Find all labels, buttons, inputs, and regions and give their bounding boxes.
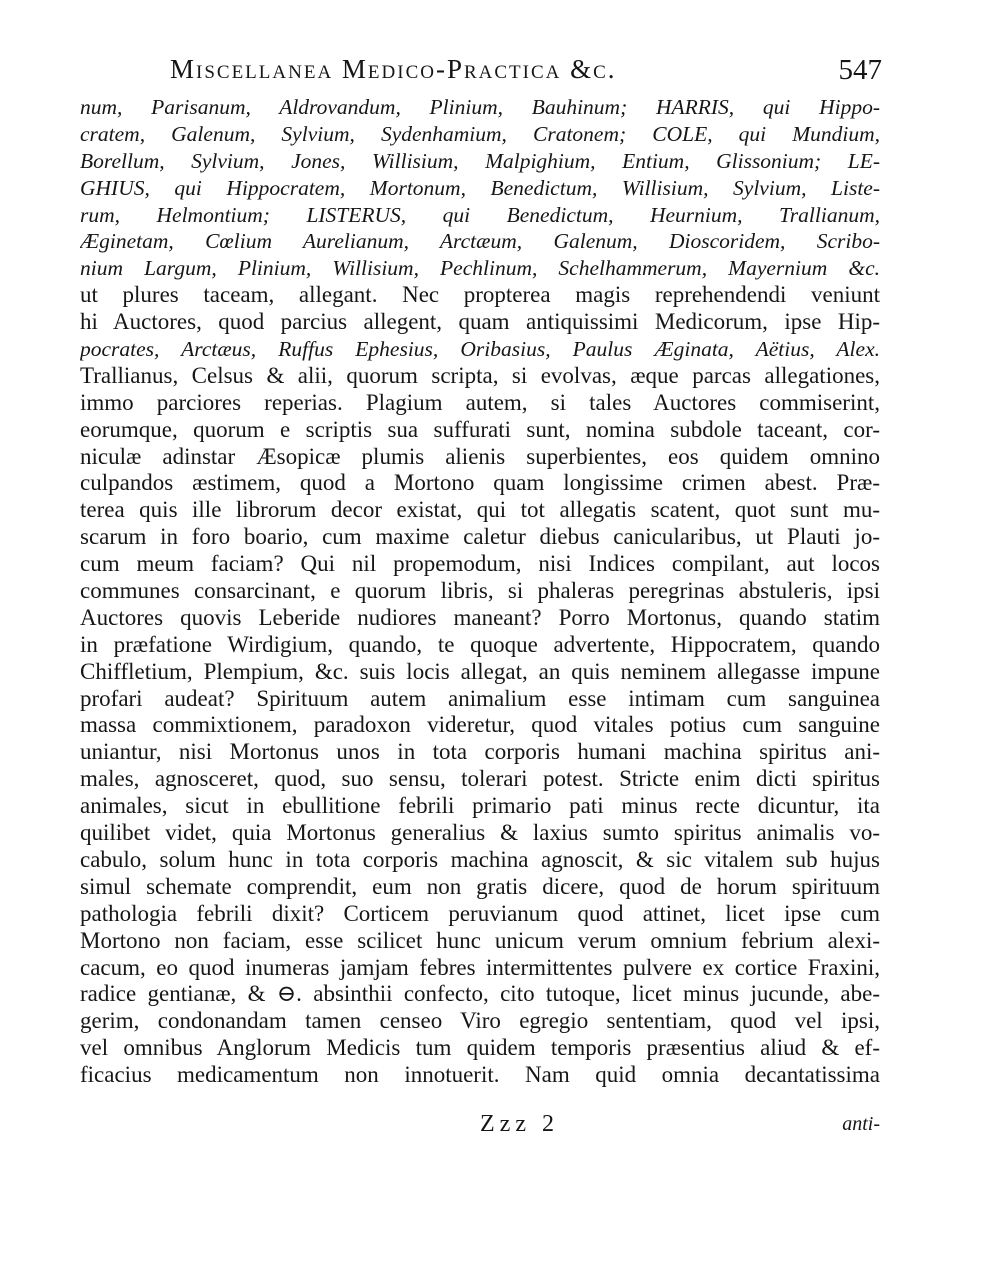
text-line: in præfatione Wirdigium, quando, te quoque advertente, Hippocratem, quando [80, 631, 880, 657]
text-line: simul schemate comprendit, eum non gratis dicere, quod de horum spirituum [80, 873, 880, 899]
text-line: pathologia febrili dixit? Corticem peruvianum quod attinet, licet ipse cum [80, 900, 880, 926]
text-line: profari audeat? Spirituum autem animalium esse intimam cum sanguinea [80, 685, 880, 711]
text-line: eorumque, quorum e scriptis sua suffurati sunt, nomina subdole taceant, cor- [80, 416, 880, 442]
text-line: Chiffletium, Plempium, &c. suis locis allegat, an quis neminem allegasse impune [80, 658, 880, 684]
text-line: Æginetam, Cœlium Aurelianum, Arctæum, Galenum, Dioscoridem, Scribo- [80, 229, 880, 254]
text-line: nium Largum, Plinium, Willisium, Pechlinum, Schelhammerum, Mayernium &c. [80, 256, 880, 281]
text-line: scarum in foro boario, cum maxime caletur diebus canicularibus, ut Plauti jo- [80, 524, 880, 550]
text-line: pocrates, Arctæus, Ruffus Ephesius, Oribasius, Paulus Æginata, Aëtius, Alex. [80, 337, 880, 362]
text-line: cum meum faciam? Qui nil propemodum, nisi Indices compilant, aut locos [80, 551, 880, 577]
text-line: niculæ adinstar Æsopicæ plumis alienis superbientes, eos quidem omnino [80, 443, 880, 469]
text-line: cacum, eo quod inumeras jamjam febres intermittentes pulvere ex cortice Fraxini, [80, 954, 880, 980]
text-line: quilibet videt, quia Mortonus generalius & laxius sumto spiritus animalis vo- [80, 820, 880, 846]
catchword: anti- [842, 1113, 880, 1135]
text-line: gerim, condonandam tamen censeo Viro egregio sententiam, quod vel ipsi, [80, 1008, 880, 1034]
text-line: animales, sicut in ebullitione febrili primario pati minus recte dicuntur, ita [80, 793, 880, 819]
text-line: Borellum, Sylvium, Jones, Willisium, Malpighium, Entium, Glissonium; LE- [80, 148, 880, 173]
text-line: terea quis ille librorum decor existat, qui tot allegatis scatent, quot sunt mu- [80, 497, 880, 523]
body-text [80, 94, 880, 1089]
signature-mark: Zzz 2 [480, 1111, 559, 1137]
text-line: Auctores quovis Leberide nudiores maneant? Porro Mortonus, quando statim [80, 604, 880, 630]
text-line: uniantur, nisi Mortonus unos in tota corporis humani machina spiritus ani- [80, 739, 880, 765]
text-line: num, Parisanum, Aldrovandum, Plinium, Bauhinum; HARRIS, qui Hippo- [80, 95, 880, 119]
running-title: Miscellanea Medico-Practica &c. [170, 54, 617, 84]
page-number: 547 [838, 54, 882, 86]
text-line: cratem, Galenum, Sylvium, Sydenhamium, Cratonem; COLE, qui Mundium, [80, 121, 880, 146]
text-line: radice gentianæ, & ⊖. absinthii confecto, cito tutoque, licet minus jucunde, abe- [80, 981, 880, 1007]
text-line: ut plures taceam, allegant. Nec propterea magis reprehendendi veniunt [80, 282, 880, 308]
text-line: culpandos æstimem, quod a Mortono quam longissime crimen abest. Præ- [80, 470, 880, 496]
text-line: rum, Helmontium; LISTERUS, qui Benedictum, Heurnium, Trallianum, [80, 202, 880, 227]
page-footer [80, 1111, 880, 1145]
text-line: communes consarcinant, e quorum libris, si phaleras peregrinas abstuleris, ipsi [80, 578, 880, 604]
text-line: hi Auctores, quod parcius allegent, quam antiquissimi Medicorum, ipse Hip- [80, 309, 880, 335]
text-line: cabulo, solum hunc in tota corporis machina agnoscit, & sic vitalem sub hujus [80, 846, 880, 872]
text-line: Trallianus, Celsus & alii, quorum scripta, si evolvas, æque parcas allegationes, [80, 362, 880, 388]
page-header [170, 54, 882, 94]
text-line: Mortono non faciam, esse scilicet hunc unicum verum omnium febrium alexi- [80, 927, 880, 953]
text-line: massa commixtionem, paradoxon videretur, quod vitales potius cum sanguine [80, 712, 880, 738]
text-line: immo parciores reperias. Plagium autem, si tales Auctores commiserint, [80, 389, 880, 415]
text-line: GHIUS, qui Hippocratem, Mortonum, Benedictum, Willisium, Sylvium, Liste- [80, 175, 880, 200]
text-line: vel omnibus Anglorum Medicis tum quidem temporis præsentius aliud & ef- [80, 1035, 880, 1061]
text-line: ficacius medicamentum non innotuerit. Nam quid omnia decantatissima [80, 1062, 880, 1088]
text-line: males, agnosceret, quod, suo sensu, tolerari potest. Stricte enim dicti spiritus [80, 766, 880, 792]
